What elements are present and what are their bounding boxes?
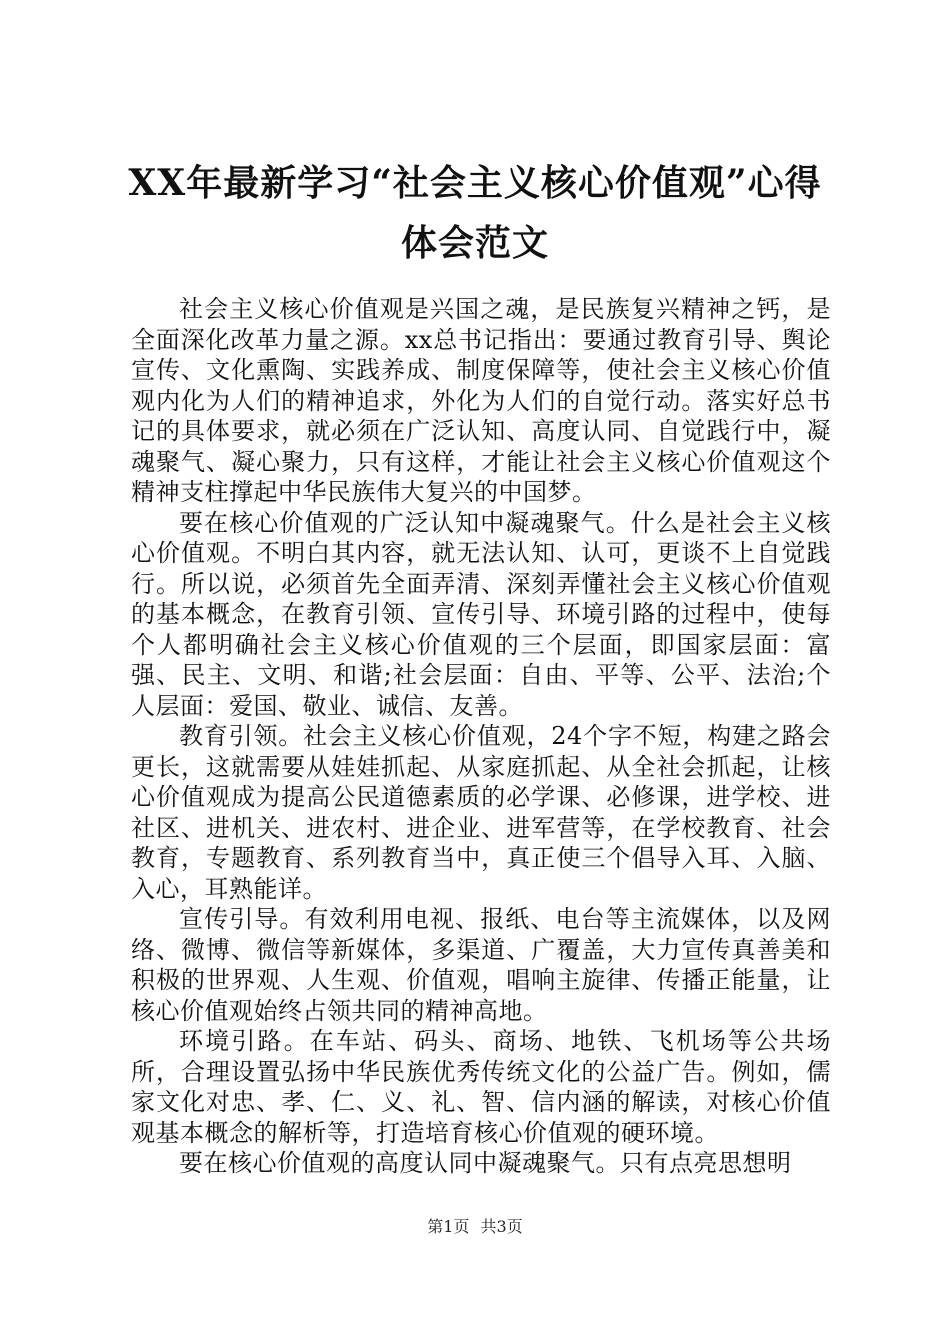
paragraph: 社会主义核心价值观是兴国之魂，是民族复兴精神之钙，是全面深化改革力量之源。xx总书记指出：要通过教育引导、舆论宣传、文化熏陶、实践养成、制度保障等，使社会主义核心价值观内化为人们的精神追求，外化为人们的自觉行动。落实好总书记的具体要求，就必须在广泛认知、高度认同、自觉践行中，凝魂聚气、凝心聚力，只有这样，才能让社会主义核心价值观这个精神支柱撑起中华民族伟大复兴的中国梦。 — [131, 295, 831, 506]
paragraph: 宣传引导。有效利用电视、报纸、电台等主流媒体，以及网络、微博、微信等新媒体，多渠道、广覆盖，大力宣传真善美和积极的世界观、人生观、价值观，唱响主旋律、传播正能量，让核心价值观始终占领共同的精神高地。 — [131, 905, 831, 1025]
paragraph: 要在核心价值观的广泛认知中凝魂聚气。什么是社会主义核心价值观。不明白其内容，就无法认知、认可，更谈不上自觉践行。所以说，必须首先全面弄清、深刻弄懂社会主义核心价值观的基本概念，在教育引领、宣传引导、环境引路的过程中，使每个人都明确社会主义核心价值观的三个层面，即国家层面：富强、民主、文明、和谐;社会层面：自由、平等、公平、法治;个人层面：爱国、敬业、诚信、友善。 — [131, 508, 831, 720]
paragraph: 要在核心价值观的高度认同中凝魂聚气。只有点亮思想明 — [179, 1149, 792, 1177]
document-title-line-2: 体会范文 — [400, 222, 549, 264]
page-footer — [0, 1217, 950, 1237]
document-title-line-1: XX年最新学习“社会主义核心价值观”心得 — [128, 162, 822, 204]
paragraph: 教育引领。社会主义核心价值观，24个字不短，构建之路会更长，这就需要从娃娃抓起、从家庭抓起、从全社会抓起，让核心价值观成为提高公民道德素质的必学课、必修课，进学校、进社区、进机关、进农村、进企业、进军营等，在学校教育、社会教育，专题教育、系列教育当中，真正使三个倡导入耳、入脑、入心，耳熟能详。 — [131, 722, 831, 903]
page-number: 第1页 — [427, 1217, 470, 1236]
paragraph: 环境引路。在车站、码头、商场、地铁、飞机场等公共场所，合理设置弘扬中华民族优秀传统文化的公益广告。例如，儒家文化对忠、孝、仁、义、礼、智、信内涵的解读，对核心价值观基本概念的解析等，打造培育核心价值观的硬环境。 — [131, 1027, 831, 1147]
document-body — [131, 294, 831, 1179]
page-total: 共3页 — [480, 1217, 523, 1236]
